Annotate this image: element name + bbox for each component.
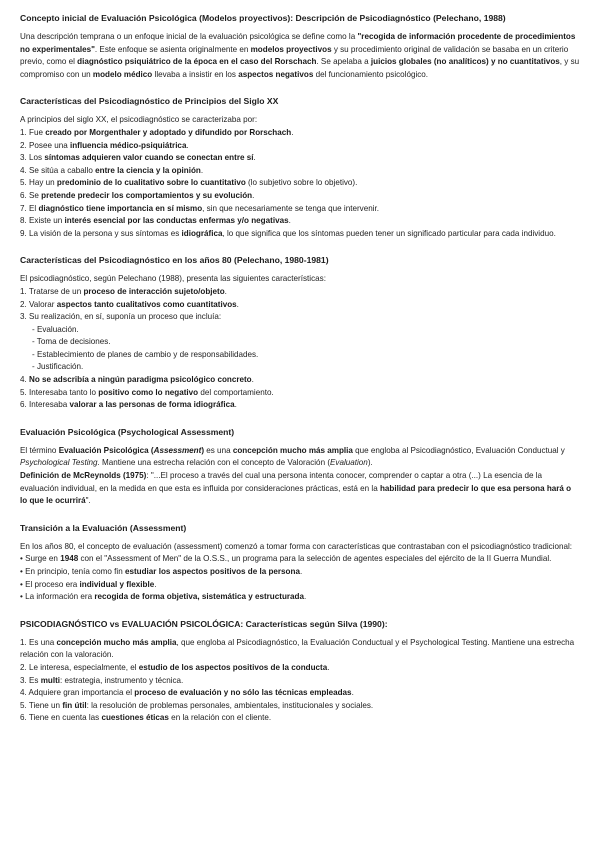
section-title: Evaluación Psicológica (Psychological Assessment) <box>20 426 235 437</box>
bold-text: ) <box>201 445 205 455</box>
text-run: 6. Tiene en cuenta las <box>20 713 102 723</box>
text-run: 5. Interesaba tanto lo <box>20 387 99 397</box>
list-item <box>20 553 580 566</box>
text-run: 2. Valorar <box>20 299 57 309</box>
text-run: 1. Tratarse de un <box>20 286 84 296</box>
list-item <box>20 712 580 725</box>
list <box>20 127 580 240</box>
list-item <box>20 349 580 362</box>
text-run: . <box>186 140 189 150</box>
list <box>20 286 580 412</box>
text-run: es una <box>204 445 233 455</box>
bold-text: estudio de los aspectos positivos de la conducta <box>138 662 328 672</box>
bold-italic-text: Assessment <box>153 445 202 455</box>
bold-text: diagnóstico tiene importancia en sí mismo <box>38 203 203 213</box>
text-run: . <box>251 375 254 385</box>
definition-paragraph <box>20 470 580 508</box>
text-run: , que engloba al Psicodiagnóstico, la Evaluación Conductual y el Psychological Testing. Mantiene una estrecha relación con la valoración. <box>20 637 575 660</box>
list-item <box>20 579 580 592</box>
list-item <box>20 361 580 374</box>
text-run: 4. Se sitúa a caballo <box>20 165 96 175</box>
bold-text: entre la ciencia y la opinión <box>95 165 201 175</box>
text-run: con el "Assessment of Men" de la O.S.S., un programa para la selección de agentes especiales del ejército de la II Guerra Mundial. <box>78 554 552 564</box>
bold-text: cuestiones éticas <box>101 713 169 723</box>
list-item <box>20 566 580 579</box>
text-run: 2. Posee una <box>20 140 70 150</box>
bold-text: pretende predecir los comportamientos y su evolución <box>41 190 253 200</box>
text-run: 1. Es una <box>20 637 57 647</box>
text-run: . <box>291 127 294 137</box>
section-principios-siglo-xx <box>20 95 580 240</box>
list-item <box>20 190 580 203</box>
bold-text: modelos proyectivos <box>250 44 332 54</box>
list-item <box>20 165 580 178</box>
section-title: Características del Psicodiagnóstico de Principios del Siglo XX <box>20 96 279 107</box>
list-item <box>20 700 580 713</box>
section-title: Concepto inicial de Evaluación Psicológica (Modelos proyectivos): Descripción de Psicodiagnóstico (Pelechano, 1988) <box>20 13 506 23</box>
text-run: 7. El <box>20 203 39 213</box>
section-intro: En los años 80, el concepto de evaluación (assessment) comenzó a tomar forma con características que contrastaban con el psicodiagnóstico tradicional: <box>20 541 573 551</box>
text-run: - Establecimiento de planes de cambio y de responsabilidades. <box>32 349 259 359</box>
text-run: 1. Fue <box>20 127 46 137</box>
section-intro: El psicodiagnóstico, según Pelechano (1988), presenta las siguientes características: <box>20 274 326 284</box>
text-run: • Surge en <box>20 554 61 564</box>
text-run: 4. Adquiere gran importancia el <box>20 688 135 698</box>
bold-text: estudiar los aspectos positivos de la persona <box>124 567 300 576</box>
list <box>20 553 580 603</box>
text-run: : la resolución de problemas personales, ambientales, institucionales y sociales. <box>86 700 374 710</box>
bold-text: concepción mucho más amplia <box>56 637 177 647</box>
list-item <box>20 127 580 140</box>
list-item <box>20 215 580 228</box>
text-run: . <box>299 567 303 576</box>
text-run: . <box>327 662 330 672</box>
text-run: llevaba a insistir en los <box>152 69 239 79</box>
bold-text: valorar a las personas de forma idiográfica <box>69 400 235 410</box>
bold-text: fin útil <box>62 700 87 710</box>
bold-text: proceso de interacción sujeto/objeto <box>83 286 225 296</box>
text-run: . Mantiene una estrecha relación con el concepto de Valoración ( <box>97 458 331 468</box>
text-run: , lo que significa que los síntomas pueden tener un significado particular para cada individuo. <box>222 228 556 238</box>
text-run: . <box>224 286 227 296</box>
bold-text: Definición de McReynolds (1975) <box>20 471 147 481</box>
text-run: 4. <box>20 375 29 385</box>
section-title: PSICODIAGNÓSTICO vs EVALUACIÓN PSICOLÓGICA: Características según Silva (1990): <box>20 618 388 629</box>
bold-text: Evaluación Psicológica ( <box>58 445 154 455</box>
text-run: , y su compromiso con un <box>20 57 580 79</box>
text-run: . <box>236 299 239 309</box>
text-run: 3. Su realización, en sí, suponía un proceso que incluía: <box>20 312 222 322</box>
section-title: Características del Psicodiagnóstico en los años 80 (Pelechano, 1980-1981) <box>20 255 329 266</box>
bold-text: creado por Morgenthaler y adoptado y difundido por Rorschach <box>45 127 292 137</box>
bold-text: modelo médico <box>92 69 153 79</box>
text-run: 5. Hay un <box>20 178 57 188</box>
text-run: . <box>351 688 354 698</box>
section-psychological-assessment <box>20 426 580 508</box>
text-run: y su procedimiento original de validación se basaba en un criterio previo, como el <box>20 44 569 67</box>
bold-text: "recogida de información procedente de procedimientos no experimentales" <box>20 32 576 54</box>
list-item <box>20 324 580 337</box>
list <box>20 637 580 725</box>
list-item <box>20 399 580 412</box>
list-item <box>20 299 580 312</box>
text-run: . <box>304 592 307 602</box>
list-item <box>20 311 580 324</box>
bold-text: concepción mucho más amplia <box>232 445 353 455</box>
list-item <box>20 177 580 190</box>
text-run: El término <box>20 445 59 455</box>
bold-text: habilidad para predecir lo que esa persona hará o lo que le ocurrirá <box>20 483 572 506</box>
text-run: • El proceso era <box>20 579 80 589</box>
text-run: 9. La visión de la persona y sus síntomas es <box>20 228 182 238</box>
bold-text: multi <box>40 675 61 685</box>
section-intro: A principios del siglo XX, el psicodiagnóstico se caracterizaba por: <box>20 115 258 125</box>
list-item <box>20 591 580 604</box>
bold-text: recogida de forma objetiva, sistemática y estructurada <box>94 592 304 602</box>
text-run: : "...El proceso a través del cual una persona intenta conocer, comprender o captar a otra (...) La esencia de la evaluación individual, en la medida en que esta es influida por consideraciones prácticas, está en la <box>20 471 543 493</box>
text-run: . <box>154 579 157 589</box>
text-run: . <box>234 400 237 410</box>
bold-text: 1948 <box>60 554 79 564</box>
section-title: Transición a la Evaluación (Assessment) <box>20 522 187 533</box>
bold-text: idiográfica <box>181 228 223 238</box>
bold-text: juicios globales (no analíticos) y no cuantitativos <box>370 57 560 67</box>
text-run: 6. Se <box>20 190 42 200</box>
text-run: ). <box>367 458 373 468</box>
bold-text: positivo como lo negativo <box>98 387 199 397</box>
text-run: en la relación con el cliente. <box>168 713 272 723</box>
list-item <box>20 140 580 153</box>
text-run: del comportamiento. <box>198 387 274 397</box>
bold-text: influencia médico-psiquiátrica <box>69 140 187 150</box>
text-run: . Se apelaba a <box>316 57 371 67</box>
text-run: 8. Existe un <box>20 216 65 226</box>
list-item <box>20 374 580 387</box>
text-run: . <box>200 165 204 175</box>
text-run: 3. Los <box>20 153 45 163</box>
text-run: • La información era <box>20 592 95 602</box>
list-item <box>20 637 580 662</box>
section-anos-80 <box>20 254 580 412</box>
bold-text: interés esencial por las conductas enfermas y/o negativas <box>64 216 289 226</box>
list-item <box>20 228 580 241</box>
text-run: del funcionamiento psicológico. <box>313 69 429 79</box>
text-run: , sin que necesariamente se tenga que intervenir. <box>202 203 379 213</box>
paragraph <box>20 445 580 470</box>
list-item <box>20 336 580 349</box>
text-run: . <box>288 216 291 226</box>
text-run: 5. Tiene un <box>20 700 63 710</box>
list-item <box>20 662 580 675</box>
paragraph <box>20 31 580 81</box>
italic-text: Psychological Testing <box>20 458 98 468</box>
list-item <box>20 687 580 700</box>
list-item <box>20 286 580 299</box>
bold-text: No se adscribía a ningún paradigma psicológico concreto <box>29 375 252 385</box>
text-run: . Este enfoque se asienta originalmente en <box>94 44 251 54</box>
text-run: (lo subjetivo sobre lo objetivo). <box>245 178 358 188</box>
text-run: 6. Interesaba <box>20 400 70 410</box>
bold-text: diagnóstico psiquiátrico de la época en el caso del Rorschach <box>77 57 317 67</box>
text-run: . <box>253 153 256 163</box>
bold-text: individual y flexible <box>79 579 155 589</box>
list-item <box>20 152 580 165</box>
text-run: ". <box>85 496 91 506</box>
bold-text: síntomas adquieren valor cuando se conectan entre sí <box>44 153 254 163</box>
text-run: Una descripción temprana o un enfoque inicial de la evaluación psicológica se define como la <box>20 32 358 41</box>
bold-text: aspectos tanto cualitativos como cuantitativos <box>56 299 237 309</box>
text-run: - Justificación. <box>32 362 84 372</box>
italic-text: Evaluation <box>330 458 368 468</box>
list-item <box>20 387 580 400</box>
bold-text: predominio de lo cualitativo sobre lo cuantitativo <box>56 178 246 188</box>
bold-text: aspectos negativos <box>238 69 314 79</box>
text-run: • En principio, tenía como fin <box>20 567 125 576</box>
list-item <box>20 675 580 688</box>
text-run: 2. Le interesa, especialmente, el <box>20 662 139 672</box>
section-concepto-inicial <box>20 12 580 81</box>
text-run: . <box>252 190 255 200</box>
text-run: 3. Es <box>20 675 41 685</box>
text-run: - Toma de decisiones. <box>32 337 111 347</box>
text-run: : estrategia, instrumento y técnica. <box>60 675 184 685</box>
section-transicion-assessment <box>20 522 580 604</box>
bold-text: proceso de evaluación y no sólo las técnicas empleadas <box>134 688 352 698</box>
text-run: que engloba al Psicodiagnóstico, Evaluación Conductual y <box>352 445 565 455</box>
text-run: - Evaluación. <box>32 324 79 334</box>
list-item <box>20 203 580 216</box>
section-psicodiagnostico-vs-evaluacion <box>20 618 580 725</box>
